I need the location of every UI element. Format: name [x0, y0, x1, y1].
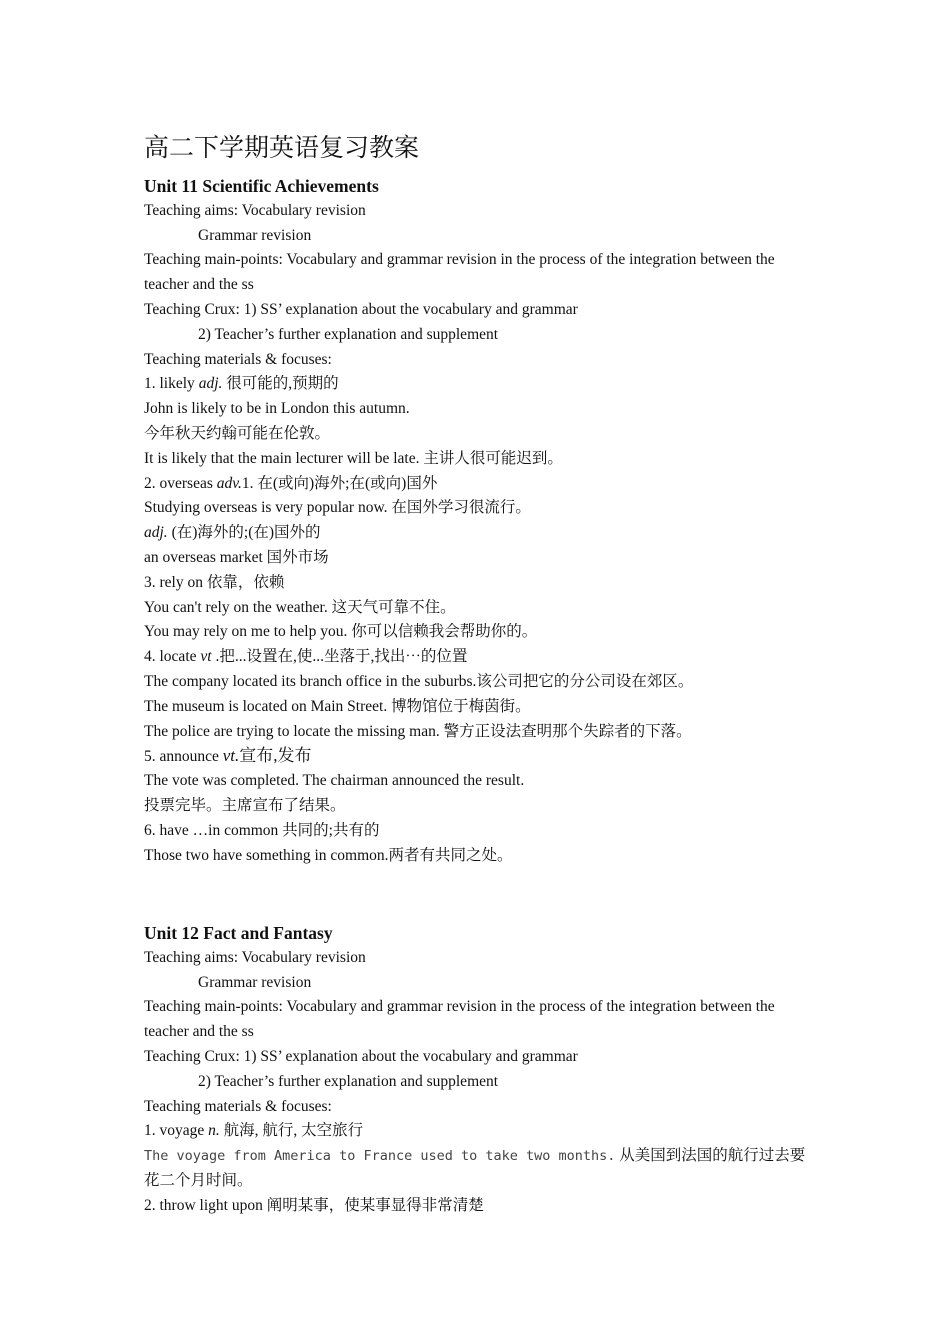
entry-word: 4. locate — [144, 648, 201, 666]
example-translation: 今年秋天约翰可能在伦敦。 — [144, 424, 331, 442]
example-translation: 从美国到法国的航行过去要花二个月时间。 — [144, 1147, 806, 1189]
unit-11-section — [144, 174, 816, 868]
entry-definition: 宣布,发布 — [239, 746, 312, 766]
entry-pos: adj. — [198, 375, 223, 393]
entry-definition: (在)海外的;(在)国外的 — [167, 524, 321, 542]
example-sentence: The company located its branch office in the suburbs.该公司把它的分公司设在郊区。 — [144, 672, 694, 690]
entry-pos: vt. — [222, 746, 240, 766]
teaching-aims: Teaching aims: Vocabulary revision — [144, 201, 366, 219]
teaching-main-points: Teaching main-points: Vocabulary and grammar revision in the process of the integration between the teacher and the ss — [144, 251, 775, 294]
entry-definition: 很可能的,预期的 — [222, 375, 339, 393]
vocab-entry-locate — [144, 645, 816, 670]
teaching-materials: Teaching materials & focuses: — [144, 350, 332, 368]
teaching-crux-1: Teaching Crux: 1) SS’ explanation about the vocabulary and grammar — [144, 1047, 578, 1065]
example-sentence — [144, 1144, 816, 1194]
example-sentence: You can't rely on the weather. 这天气可靠不住。 — [144, 598, 456, 616]
vocab-entry-overseas — [144, 472, 816, 497]
entry-pos: adv. — [216, 474, 242, 492]
teaching-main-points: Teaching main-points: Vocabulary and grammar revision in the process of the integration between the teacher and the ss — [144, 998, 775, 1041]
example-sentence: an overseas market 国外市场 — [144, 548, 329, 566]
example-sentence: Studying overseas is very popular now. 在国外学习很流行。 — [144, 499, 531, 517]
vocab-entry-announce — [144, 744, 816, 769]
example-sentence: It is likely that the main lecturer will be late. 主讲人很可能迟到。 — [144, 449, 563, 467]
entry-word: 1. voyage — [144, 1122, 209, 1140]
unit-11-heading: Unit 11 Scientific Achievements — [144, 176, 379, 196]
teaching-materials: Teaching materials & focuses: — [144, 1097, 332, 1115]
vocab-entry-have-in-common: 6. have …in common 共同的;共有的 — [144, 821, 380, 839]
vocab-entry-likely — [144, 372, 816, 397]
entry-word: 2. overseas — [144, 474, 217, 492]
example-translation: 投票完毕。主席宣布了结果。 — [144, 796, 346, 814]
entry-pos: adj. — [144, 524, 168, 542]
example-sentence: John is likely to be in London this autumn. — [144, 400, 410, 418]
vocab-entry-voyage — [144, 1119, 816, 1144]
document-title: 高二下学期英语复习教案 — [144, 135, 420, 162]
teaching-aims-2: Grammar revision — [198, 226, 312, 244]
entry-definition: .把...设置在,使...坐落于,找出⋯的位置 — [211, 648, 468, 666]
example-english: The voyage from America to France used to take two months. — [144, 1148, 616, 1165]
teaching-crux-2: 2) Teacher’s further explanation and supplement — [198, 325, 499, 343]
example-sentence: Those two have something in common.两者有共同之处。 — [144, 846, 513, 864]
teaching-crux-2: 2) Teacher’s further explanation and supplement — [198, 1072, 499, 1090]
vocab-entry-overseas-adj — [144, 521, 816, 546]
example-sentence: The police are trying to locate the missing man. 警方正设法查明那个失踪者的下落。 — [144, 722, 692, 740]
entry-pos: vt — [200, 648, 212, 666]
vocab-entry-rely: 3. rely on 依靠，依赖 — [144, 573, 285, 591]
teaching-aims-2: Grammar revision — [198, 973, 312, 991]
entry-word: 5. announce — [144, 748, 223, 766]
teaching-aims: Teaching aims: Vocabulary revision — [144, 948, 366, 966]
vocab-entry-throw-light-upon: 2. throw light upon 阐明某事，使某事显得非常清楚 — [144, 1196, 484, 1214]
entry-pos: n. — [208, 1122, 220, 1140]
entry-definition: 航海, 航行, 太空旅行 — [219, 1122, 364, 1140]
example-sentence: The vote was completed. The chairman announced the result. — [144, 772, 525, 790]
example-sentence: The museum is located on Main Street. 博物馆位于梅茵街。 — [144, 697, 531, 715]
entry-definition: 1. 在(或向)海外;在(或向)国外 — [241, 474, 438, 492]
teaching-crux-1: Teaching Crux: 1) SS’ explanation about the vocabulary and grammar — [144, 300, 578, 318]
example-sentence: You may rely on me to help you. 你可以信赖我会帮助你的。 — [144, 623, 538, 641]
unit-12-section — [144, 921, 816, 1219]
unit-12-heading: Unit 12 Fact and Fantasy — [144, 923, 333, 943]
entry-word: 1. likely — [144, 375, 199, 393]
